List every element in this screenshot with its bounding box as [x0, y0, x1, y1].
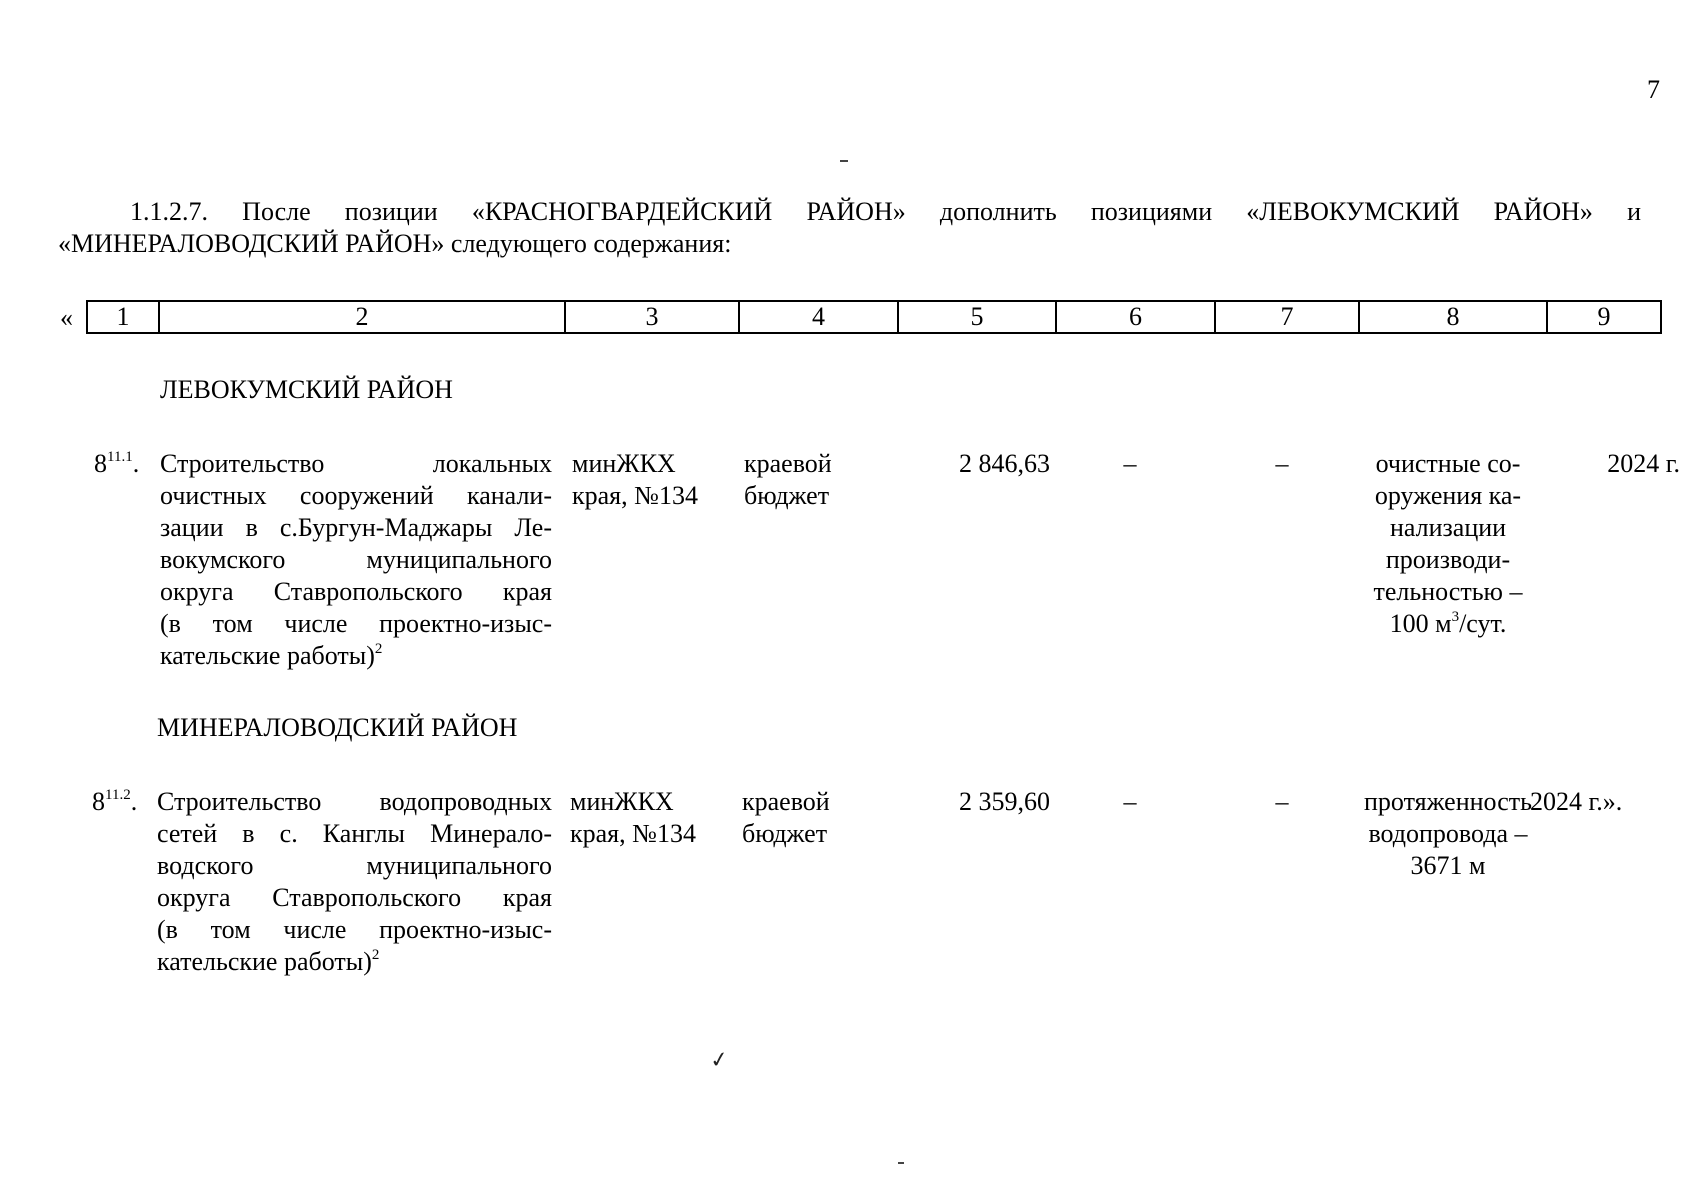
- object-name-line: округа Ставропольского края: [160, 577, 552, 606]
- capacity-line: очистные со-: [1375, 449, 1521, 478]
- check-mark: ✓: [708, 1045, 731, 1074]
- header-col-2: 2: [159, 301, 565, 333]
- header-col-1: 1: [87, 301, 159, 333]
- capacity-unit-sup: 3: [1451, 609, 1460, 625]
- funding-source-line: бюджет: [742, 819, 828, 848]
- header-col-5: 5: [898, 301, 1056, 333]
- capacity-line: оружения ка-: [1374, 481, 1522, 510]
- capacity: [1338, 448, 1558, 640]
- object-name-line: Строительство водопроводных: [157, 787, 552, 816]
- row-number-suffix: .: [132, 449, 140, 478]
- scan-mark: [898, 1162, 904, 1164]
- object-name-line: водского муниципального: [157, 851, 552, 880]
- intro-line-1: 1.1.2.7. После позиции «КРАСНОГВАРДЕЙСКИЙ РАЙОН» дополнить позициями «ЛЕВОКУМСКИЙ РАЙОН» и: [130, 197, 1641, 226]
- object-name-line: [160, 640, 552, 672]
- row-number: [94, 448, 160, 480]
- executor: [570, 786, 720, 850]
- executor-line: минЖКХ: [572, 449, 676, 478]
- funding-source-line: бюджет: [744, 481, 830, 510]
- executor: [572, 448, 722, 512]
- column-number-header: [86, 300, 1662, 334]
- object-name-line: округа Ставропольского края: [157, 883, 552, 912]
- amount: 2 846,63: [959, 449, 1050, 478]
- object-name: [160, 448, 552, 672]
- row-number-main: 8: [92, 787, 105, 816]
- section-heading-mineralovodsky: МИНЕРАЛОВОДСКИЙ РАЙОН: [157, 713, 518, 742]
- footnote-ref: 2: [371, 947, 380, 963]
- executor-line: края, №134: [570, 819, 696, 848]
- object-name-line: [157, 946, 552, 978]
- object-name-line: (в том числе проектно-изыс-: [157, 915, 552, 944]
- capacity-line: производи-: [1385, 545, 1511, 574]
- intro-paragraph: [58, 196, 1641, 260]
- col6-dash: –: [1123, 449, 1137, 478]
- amount: 2 359,60: [959, 787, 1050, 816]
- object-name-line: зации в с.Бургун-Маджары Ле-: [160, 513, 552, 542]
- year: 2024 г.».: [1530, 787, 1623, 816]
- object-name-line: Строительство локальных: [160, 449, 552, 478]
- object-name-line: очистных сооружений канали-: [160, 481, 552, 510]
- capacity-line: 3671 м: [1410, 851, 1486, 880]
- section-heading-levokumsky: ЛЕВОКУМСКИЙ РАЙОН: [160, 375, 453, 404]
- funding-source: [742, 786, 882, 850]
- executor-line: края, №134: [572, 481, 698, 510]
- capacity-line: водопровода –: [1368, 819, 1528, 848]
- header-row: [87, 301, 1661, 333]
- col6-dash: –: [1123, 787, 1137, 816]
- header-col-7: 7: [1215, 301, 1359, 333]
- object-name-line-text: кательские работы): [157, 947, 372, 976]
- capacity-line: нализации: [1389, 513, 1507, 542]
- object-name-line: вокумского муниципального: [160, 545, 552, 574]
- page-number: 7: [1647, 75, 1660, 104]
- object-name-line: (в том числе проектно-изыс-: [160, 609, 552, 638]
- header-col-4: 4: [739, 301, 898, 333]
- object-name: [157, 786, 552, 978]
- open-quote: «: [60, 303, 73, 332]
- header-col-6: 6: [1056, 301, 1215, 333]
- capacity-line: [1338, 608, 1558, 640]
- row-number-sup: 11.1: [107, 449, 133, 465]
- year: 2024 г.: [1607, 449, 1680, 478]
- object-name-line: сетей в с. Канглы Минерало-: [157, 819, 552, 848]
- intro-line-2: «МИНЕРАЛОВОДСКИЙ РАЙОН» следующего содержания:: [58, 229, 732, 258]
- funding-source-line: краевой: [744, 449, 832, 478]
- capacity: [1338, 786, 1558, 882]
- row-number: [92, 786, 158, 818]
- footnote-ref: 2: [374, 641, 383, 657]
- header-col-8: 8: [1359, 301, 1547, 333]
- row-number-suffix: .: [130, 787, 138, 816]
- capacity-value: 100 м: [1389, 609, 1452, 638]
- capacity-line: тельностью –: [1373, 577, 1523, 606]
- funding-source-line: краевой: [742, 787, 830, 816]
- funding-source: [744, 448, 884, 512]
- row-number-sup: 11.2: [105, 787, 131, 803]
- capacity-line: протяженность: [1364, 787, 1532, 816]
- col7-dash: –: [1275, 787, 1289, 816]
- executor-line: минЖКХ: [570, 787, 674, 816]
- row-number-main: 8: [94, 449, 107, 478]
- header-col-3: 3: [565, 301, 739, 333]
- object-name-line-text: кательские работы): [160, 641, 375, 670]
- capacity-unit: /сут.: [1459, 609, 1507, 638]
- header-col-9: 9: [1547, 301, 1661, 333]
- col7-dash: –: [1275, 449, 1289, 478]
- scan-mark: [840, 160, 848, 162]
